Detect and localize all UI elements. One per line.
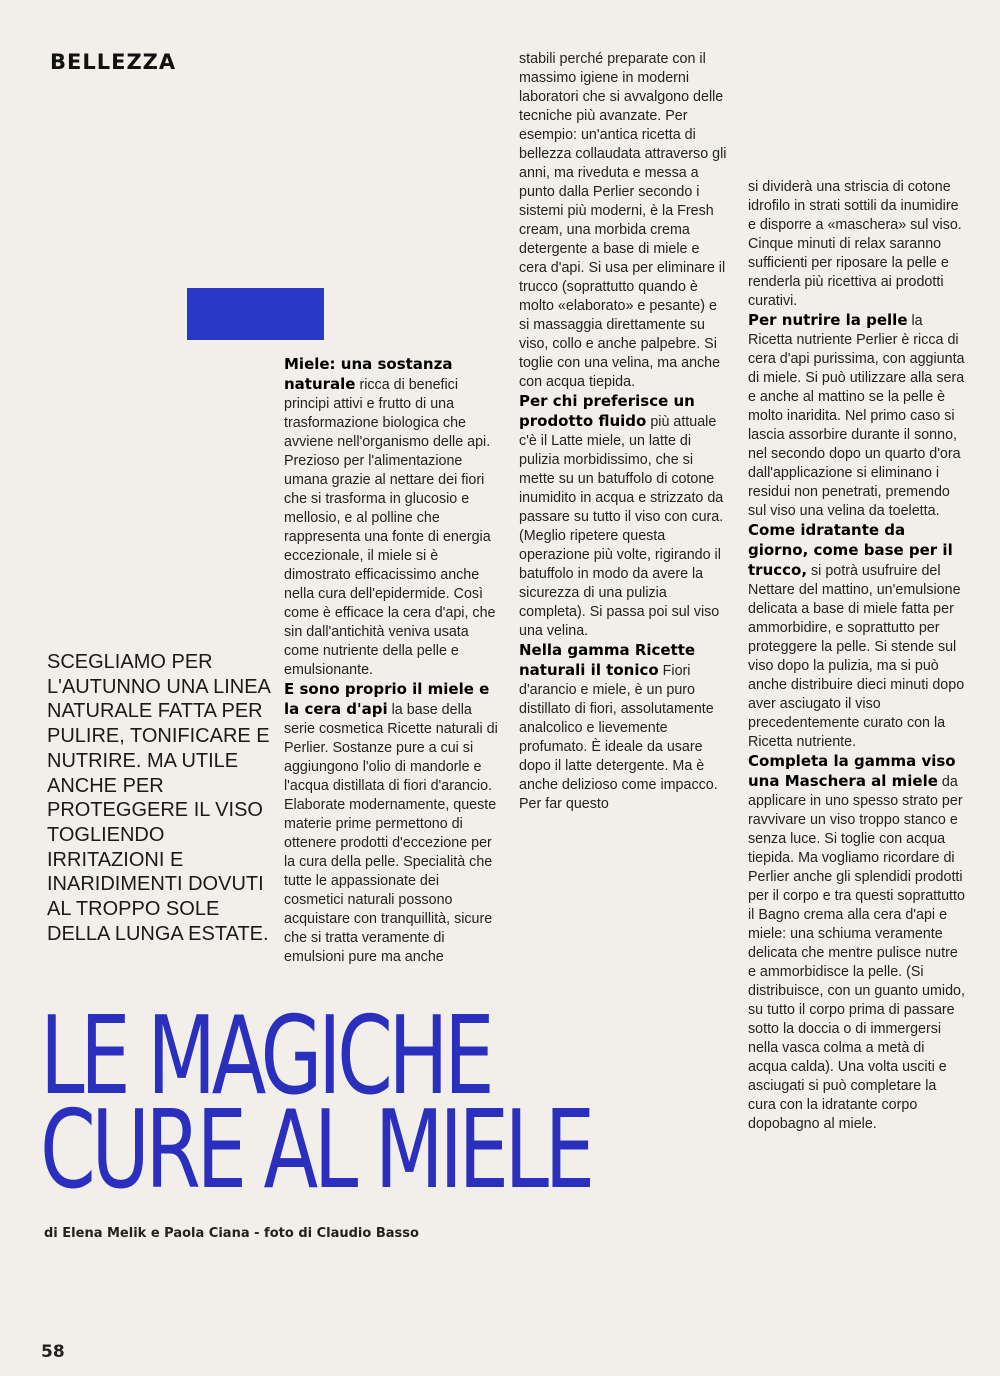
headline-line-1: LE MAGICHE (40, 994, 491, 1119)
paragraph-text: stabili perché preparate con il massimo igiene in moderni laboratori che si avvalgono delle tecniche più avanzate. Per esempio: un'antica ricetta di bellezza collaudata attraverso gli anni, ma riveduta e messa a punto dalla Perlier secondo i sistemi più moderni, è la Fresh cream, una morbida crema detergente a base di miele e cera d'api. Si usa per eliminare il trucco (soprattutto quando è molto «elaborato» e pesante) e si massaggia direttamente su viso, collo e anche palpebre. Si toglie con una velina, ma anche con acqua tiepida. (519, 51, 727, 390)
byline: di Elena Melik e Paola Ciana - foto di Claudio Basso (44, 1226, 419, 1241)
paragraph-lead: E sono proprio il miele e la cera d'api (284, 680, 490, 718)
paragraph-text: la base della serie cosmetica Ricette naturali di Perlier. Sostanze pure a cui si aggiungono l'olio di mandorle e l'acqua distillata di fiori d'arancio. Elaborate modernamente, queste materie prime permettono di ottenere prodotti d'eccezione per la cura della pelle. Specialità che tutte le appassionate dei cosmetici naturali possono acquistare con tranquillità, sicure che si tratta veramente di emulsioni pure ma anche (284, 702, 498, 965)
headline (40, 994, 591, 1213)
paragraph-lead: Per chi preferisce un prodotto fluido (519, 392, 695, 430)
paragraph-text: si dividerà una striscia di cotone idrofilo in strati sottili da inumidire e disporre a «maschera» sul viso. Cinque minuti di relax saranno sufficienti per riposare la pelle e renderla più ricettiva ai prodotti curativi. (748, 179, 962, 309)
article-column-2 (519, 50, 729, 810)
paragraph (284, 680, 500, 967)
paragraph-text: Fiori d'arancio e miele, è un puro distillato di fiori, assolutamente analcolico e lievemente profumato. È ideale da usare dopo il latte detergente. Ma è anche delizioso come impacco. Per far questo (519, 663, 718, 812)
article-column-1 (284, 355, 500, 1000)
paragraph-text: si potrà usufruire del Nettare del mattino, un'emulsione delicata a base di miele fatta per ammorbidire, e soprattutto per proteggere la pelle. Si stende sul viso dopo la pulizia, ma si può anche distribuire dieci minuti dopo aver asciugato il viso precedentemente curato con la Ricetta nutriente. (748, 563, 965, 750)
paragraph (748, 752, 966, 1134)
paragraph (748, 178, 966, 311)
paragraph-text: ricca di benefici principi attivi e frutto di una trasformazione biologica che avviene nell'organismo delle api. Prezioso per l'alimentazione umana grazie al nettare dei fiori che si trasforma in glucosio e mellosio, e al polline che rappresenta una fonte di energia eccezionale, il miele si è dimostrato efficacissimo anche nella cura dell'epidermide. Così come è efficace la cera d'api, che sin dall'antichità veniva usata come nutriente della pelle e emulsionante. (284, 377, 496, 678)
paragraph-text: più attuale c'è il Latte miele, un latte di pulizia morbidissimo, che si mette su un batuffolo di cotone inumidito in acqua e strizzato da passare su tutto il viso con cura. (Meglio ripetere questa operazione più volte, rigirando il batuffolo in modo da avere la sicurezza di una pulizia completa). Si passa poi sul viso una velina. (519, 414, 724, 639)
paragraph (519, 50, 729, 392)
paragraph-lead: Completa la gamma viso una Maschera al miele (748, 752, 956, 790)
paragraph-lead: Nella gamma Ricette naturali il tonico (519, 641, 696, 679)
paragraph (748, 311, 966, 521)
paragraph-lead: Per nutrire la pelle (748, 311, 908, 329)
paragraph-text: la Ricetta nutriente Perlier è ricca di cera d'api purissima, con aggiunta di miele. Si può utilizzare alla sera e anche al mattino se la pelle è molto inaridita. Nel primo caso si lascia assorbire durante il sonno, nel secondo dopo un quarto d'ora dall'applicazione si eliminano i residui non penetrati, premendo sul viso una velina da toeletta. (748, 313, 965, 519)
paragraph (519, 641, 729, 814)
paragraph-lead: Miele: una sostanza naturale (284, 355, 453, 393)
paragraph-lead: Come idratante da giorno, come base per il trucco, (748, 521, 953, 579)
paragraph (519, 392, 729, 641)
decorative-blue-block (187, 288, 324, 340)
section-label: BELLEZZA (50, 50, 177, 74)
paragraph (284, 355, 500, 680)
page-number: 58 (41, 1342, 65, 1362)
intro-text: SCEGLIAMO PER L'AUTUNNO UNA LINEA NATURALE FATTA PER PULIRE, TONIFICARE E NUTRIRE. MA UTILE ANCHE PER PROTEGGERE IL VISO TOGLIENDO IRRITAZIONI E INARIDIMENTI DOVUTI AL TROPPO SOLE DELLA LUNGA ESTATE. (47, 651, 270, 945)
paragraph-text: da applicare in uno spesso strato per ravvivare un viso troppo stanco e senza luce. Si toglie con acqua tiepida. Ma vogliamo ricordare di Perlier anche gli splendidi prodotti per il corpo e tra questi soprattutto il Bagno crema alla cera d'api e miele: una schiuma veramente delicata che mentre pulisce nutre e ammorbidisce la pelle. (Si distribuisce, con un guanto umido, su tutto il corpo prima di passare sotto la doccia o di immergersi nella vasca colma a metà di acqua calda). Una volta usciti e asciugati si può completare la cura con la idratante corpo dopobagno al miele. (748, 774, 965, 1132)
paragraph (748, 521, 966, 752)
headline-line-2: CURE AL MIELE (40, 1088, 591, 1213)
article-column-3 (748, 178, 966, 1223)
